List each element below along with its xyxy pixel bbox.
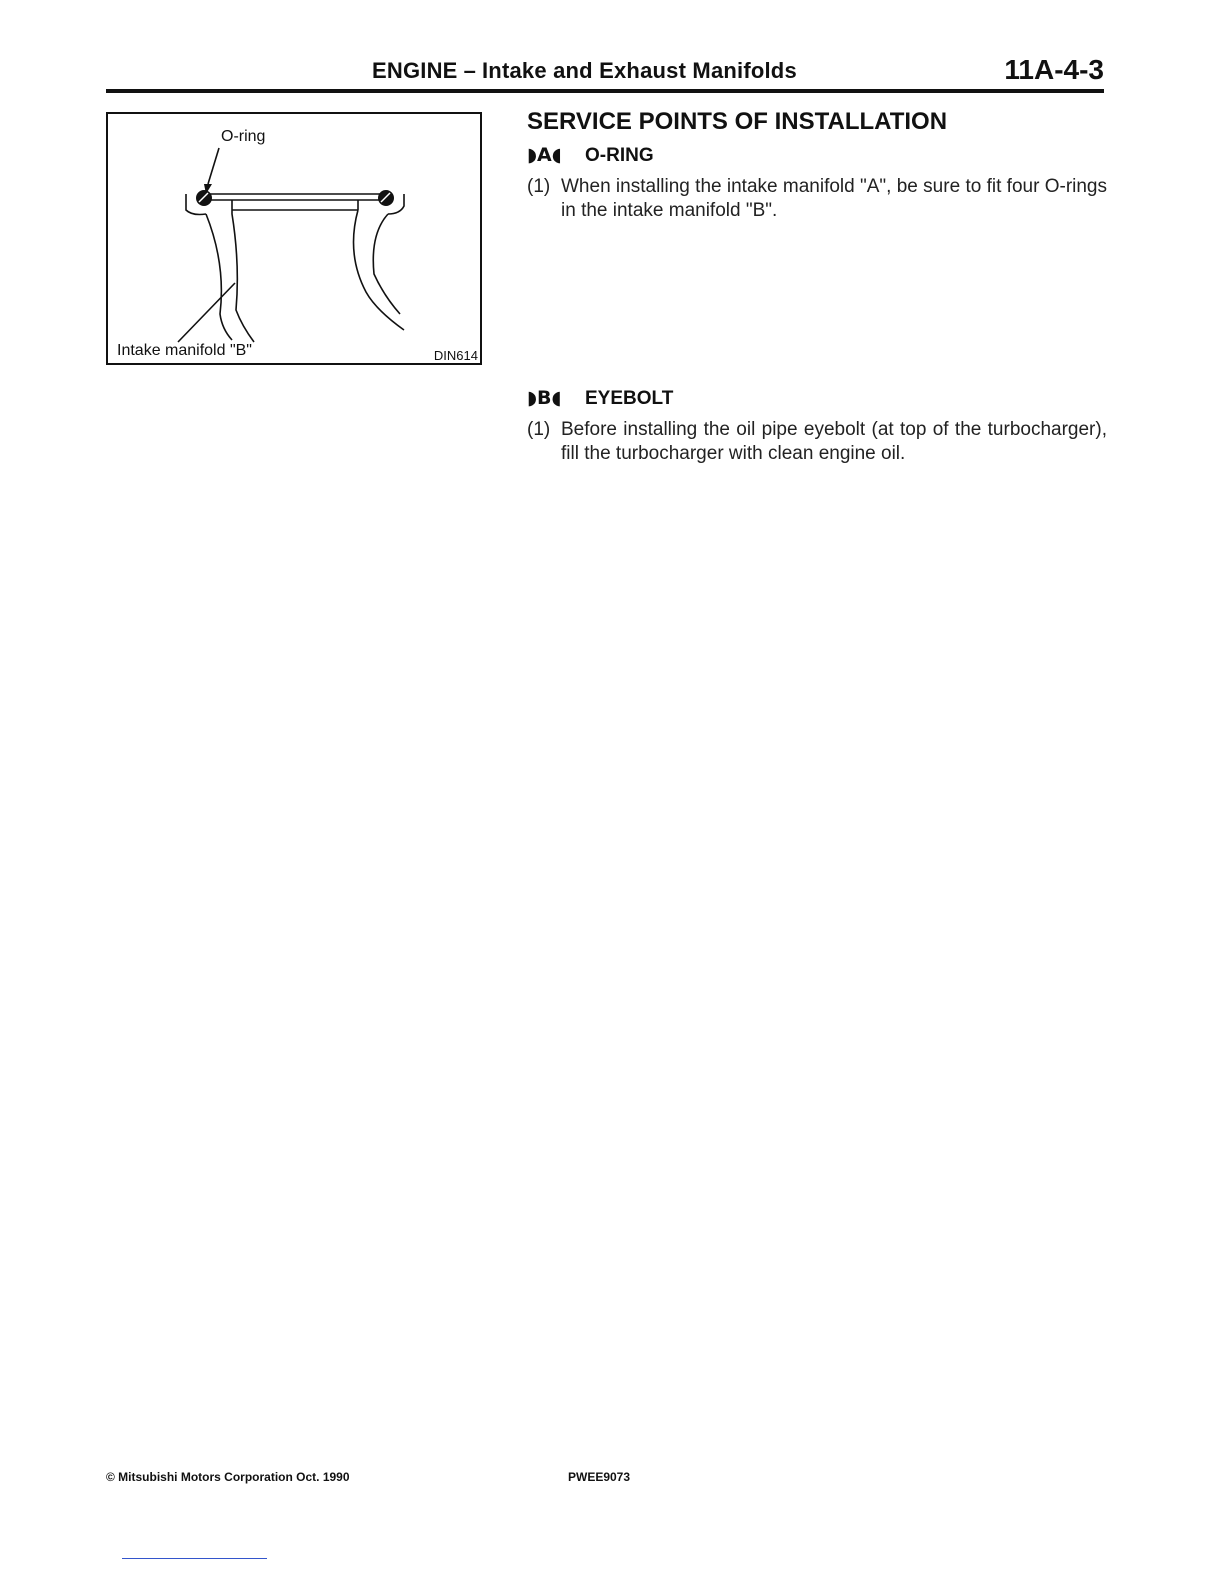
page-number: 11A-4-3 [1004, 54, 1104, 85]
header-sub: Intake and Exhaust Manifolds [482, 58, 797, 83]
section-heading: SERVICE POINTS OF INSTALLATION [527, 108, 948, 135]
oring-label: O-ring [221, 128, 266, 145]
point-a-step [527, 175, 1107, 223]
page-header-title [372, 58, 797, 84]
point-b-heading [527, 387, 673, 410]
bottom-divider [122, 1558, 267, 1559]
oring-leader-line [208, 148, 219, 184]
header-rule [106, 89, 1104, 93]
point-b-step [527, 418, 1107, 466]
left-runner-inner [232, 210, 254, 342]
point-a-heading [527, 144, 654, 167]
step-number: (1) [527, 176, 551, 197]
point-b-marker: ◗B◖ [527, 387, 562, 409]
point-b-title: EYEBOLT [585, 388, 674, 409]
footer-doc-code: PWEE9073 [568, 1470, 631, 1484]
intake-manifold-figure [106, 112, 482, 365]
header-dash: – [463, 58, 476, 83]
figure-code: DIN614 [433, 348, 478, 363]
footer-copyright: © Mitsubishi Motors Corporation Oct. 1990 [106, 1470, 350, 1484]
manifold-diagram [108, 114, 480, 363]
oring-right [378, 190, 394, 206]
point-a-marker: ◗A◖ [527, 144, 562, 166]
step-number: (1) [527, 419, 551, 440]
step-text: When installing the intake manifold "A", be sure to fit four O-rings in the intake manifold "B". [561, 176, 1107, 221]
step-text: Before installing the oil pipe eyebolt (at top of the turbocharger), fill the turbocharger with clean engine oil. [561, 419, 1107, 464]
left-runner-outer [206, 214, 232, 340]
right-runner-inner [373, 214, 400, 314]
manifold-b-label: Intake manifold "B" [117, 342, 252, 359]
header-main: ENGINE [372, 58, 458, 83]
point-a-title: O-RING [585, 145, 654, 166]
oring-left [196, 190, 212, 206]
